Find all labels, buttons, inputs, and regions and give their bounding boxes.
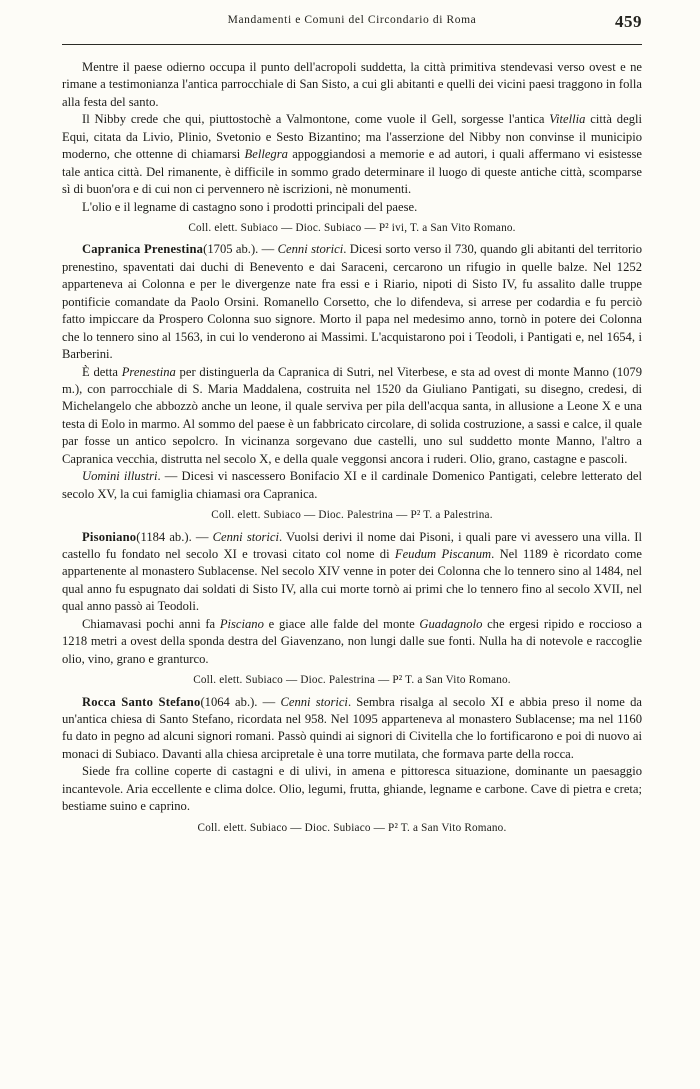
paragraph: Chiamavasi pochi anni fa Pisciano e giace alle falde del monte Guadagnolo che ergesi ripido e roccioso a 1218 metri a ovest della sponda destra del Giavenzano, non lungi dalle sue fonti. Nulla ha di notevole e raccoglie olio, vino, grano e granturco. bbox=[62, 616, 642, 666]
section-pisoniano bbox=[62, 529, 642, 689]
entry-population: (1705 ab.). — bbox=[203, 242, 278, 257]
page-body bbox=[62, 59, 642, 836]
italic-term: Bellegra bbox=[244, 147, 288, 162]
paragraph: Uomini illustri. — Dicesi vi nascessero Bonifacio XI e il cardinale Domenico Pantigati, celebre letterato del secolo XV, la cui famiglia chiamasi ora Capranica. bbox=[62, 469, 642, 501]
section-capranica-prefix bbox=[62, 59, 642, 236]
italic-term: Feudum Piscanum bbox=[394, 546, 492, 561]
entry-paragraph: Capranica Prenestina(1705 ab.). — Cenni storici. Dicesi sorto verso il 730, quando gli abitanti del territorio prenestino, spaventati dai duchi di Benevento e dai Saraceni, cercarono un rifugio in quelle balze. Nel 1252 apparteneva ai Colonna e per le divergenze nate fra essi e i Riario, nipoti di Sisto IV, fu assalito dalle truppe pontificie comandate da Paolo Orsini. Romanello Corsetto, che lo difendeva, si arrese per codardia e fu perciò fatto impiccare da Prospero Colonna suo signore. Morto il papa nel medesimo anno, tornò in potere dei Colonna che lo tennero sino al 1563, in cui lo venderono ai Massimi. L'acquistarono poi i Teodoli, i Pantigati e, nel 1654, i Barberini. bbox=[62, 242, 642, 362]
page-header bbox=[62, 14, 642, 36]
italic-term: Pisciano bbox=[219, 616, 264, 631]
entry-subtitle: Cenni storici bbox=[212, 529, 279, 544]
entry-population: (1184 ab.). — bbox=[136, 529, 213, 544]
entry-text: Dicesi sorto verso il 730, quando gli abitanti del territorio prenestino, spaventati dai duchi di Benevento e dai Saraceni, cercarono un rifugio in quelle balze. Nel 1252 apparteneva ai Colonna e per le divergenze nate fra essi e i Riario, nipoti di Sisto IV, fu assalito dalle truppe pontificie comandate da Paolo Orsini. Romanello Corsetto, che lo difendeva, si arrese per codardia e fu perciò fatto impiccare da Prospero Colonna suo signore. Morto il papa nel medesimo anno, tornò in potere dei Colonna che lo tennero sino al 1563, in cui lo venderono ai Massimi. L'acquistarono poi i Teodoli, i Pantigati e, nel 1654, i Barberini. bbox=[62, 242, 642, 362]
entry-title: Capranica Prenestina bbox=[82, 242, 204, 257]
italic-term: Prenestina bbox=[121, 364, 176, 379]
page-number: 459 bbox=[615, 12, 642, 31]
section-capranica-prenestina bbox=[62, 241, 642, 523]
entry-text: Sembra risalga al secolo XI e abbia preso il nome da un'antica chiesa di Santo Stefano, ricordata nel 958. Nel 1095 apparteneva al monastero Sublacense; ma nel 1160 fu dato in pegno ad alcuni signori romani. Passò quindi ai signori di Civitella che lo fortificarono e poi di nuovo ai monaci di Subiaco. Davanti alla chiesa arcipretale è una torre mutilata, che formava parte della rocca. bbox=[62, 694, 642, 761]
entry-subtitle: Cenni storici bbox=[277, 242, 344, 257]
paragraph: Il Nibby crede che qui, piuttostochè a Valmontone, come vuole il Gell, sorgesse l'antica Vitellia città degli Equi, citata da Livio, Plinio, Svetonio e Sesto Bizantino; ma l'asserzione del Nibby non convinse il municipio moderno, che ottenne di chiamarsi Bellegra appoggiandosi a memorie e ad autori, i quali affermano vi esistesse tale antica città. Del rimanente, è difficile in sommo grado determinare il luogo di queste antiche città, scomparse sì di buon'ora e di cui non ci pervennero nè iscrizioni, nè monumenti. bbox=[62, 112, 643, 197]
paragraph: L'olio e il legname di castagno sono i prodotti principali del paese. bbox=[82, 199, 418, 214]
colophon: Coll. elett. Subiaco — Dioc. Subiaco — P² T. a San Vito Romano. bbox=[197, 821, 507, 834]
colophon: Coll. elett. Subiaco — Dioc. Subiaco — P² ivi, T. a San Vito Romano. bbox=[188, 221, 516, 234]
entry-paragraph: Pisoniano(1184 ab.). — Cenni storici. Vuolsi derivi il nome dai Pisoni, i quali pare vi avessero una villa. Il castello fu fondato nel secolo XI e trovasi citato col nome di Feudum Piscanum. Nel 1189 è ricordato come appartenente al monastero Sublacense. Nel secolo XIV venne in poter dei Colonna che lo tennero sino al 1484, nel qual anno fu espugnato dai soldati di Sisto IV, alla cui morte tornò ai primi che lo tennero fino al secolo XVII, nel qual anno passò ai Teodoli. bbox=[62, 529, 642, 614]
entry-title: Pisoniano bbox=[82, 529, 137, 544]
italic-term: Vitellia bbox=[549, 112, 586, 127]
paragraph: È detta Prenestina per distinguerla da Capranica di Sutri, nel Viterbese, e sta ad ovest di monte Manno (1079 m.), con parrocchiale di S. Maria Maddalena, costruita nel 1520 da Giuliano Pantigati, su disegno, credesi, di Michelangelo che abbozzò anche un leone, il quale serviva per pila dell'acqua santa, in allusione a Leone X e una testa di Eolo in marmo. Al sommo del paese è un fabbricato circolare, di solida costruzione, a sassi e calce, il quale par fosse un antico sepolcro. In vicinanza sorgevano due castelli, uno sul suddetto monte Manno, l'altro a Capranica vecchia, distrutta nel secolo X, e della quale veggonsi ancora i ruderi. Olio, grano, castagne e pascoli. bbox=[62, 364, 643, 466]
entry-title: Rocca Santo Stefano bbox=[82, 694, 201, 709]
italic-term: Guadagnolo bbox=[419, 616, 483, 631]
paragraph: Siede fra colline coperte di castagni e di ulivi, in amena e pittoresca situazione, dominante un paesaggio incantevole. Aria eccellente e clima dolce. Olio, legumi, frutta, ghiande, legname e carbone. Cave di pietra e creta; bestiame suino e caprino. bbox=[62, 764, 642, 814]
paragraph: Mentre il paese odierno occupa il punto dell'acropoli suddetta, la città primitiva stendevasi verso ovest e ne rimane a testimonianza l'antica parrocchiale di San Sisto, a cui gli abitanti e quelli dei vicini paesi traggono in folla alla festa del santo. bbox=[62, 60, 642, 109]
entry-subtitle: Cenni storici bbox=[280, 694, 348, 709]
italic-term: Uomini illustri bbox=[82, 469, 158, 484]
entry-paragraph: Rocca Santo Stefano(1064 ab.). — Cenni storici. Sembra risalga al secolo XI e abbia preso il nome da un'antica chiesa di Santo Stefano, ricordata nel 958. Nel 1095 apparteneva al monastero Sublacense; ma nel 1160 fu dato in pegno ad alcuni signori romani. Passò quindi ai signori di Civitella che lo fortificarono e poi di nuovo ai monaci di Subiaco. Davanti alla chiesa arcipretale è una torre mutilata, che formava parte della rocca. bbox=[62, 694, 642, 761]
colophon: Coll. elett. Subiaco — Dioc. Palestrina — P² T. a Palestrina. bbox=[211, 509, 493, 522]
running-title: Mandamenti e Comuni del Circondario di Roma bbox=[227, 14, 477, 26]
section-rocca-santo-stefano bbox=[62, 694, 642, 837]
entry-population: (1064 ab.). — bbox=[200, 694, 281, 709]
colophon: Coll. elett. Subiaco — Dioc. Palestrina — P² T. a San Vito Romano. bbox=[193, 674, 511, 687]
header-rule bbox=[62, 44, 642, 45]
